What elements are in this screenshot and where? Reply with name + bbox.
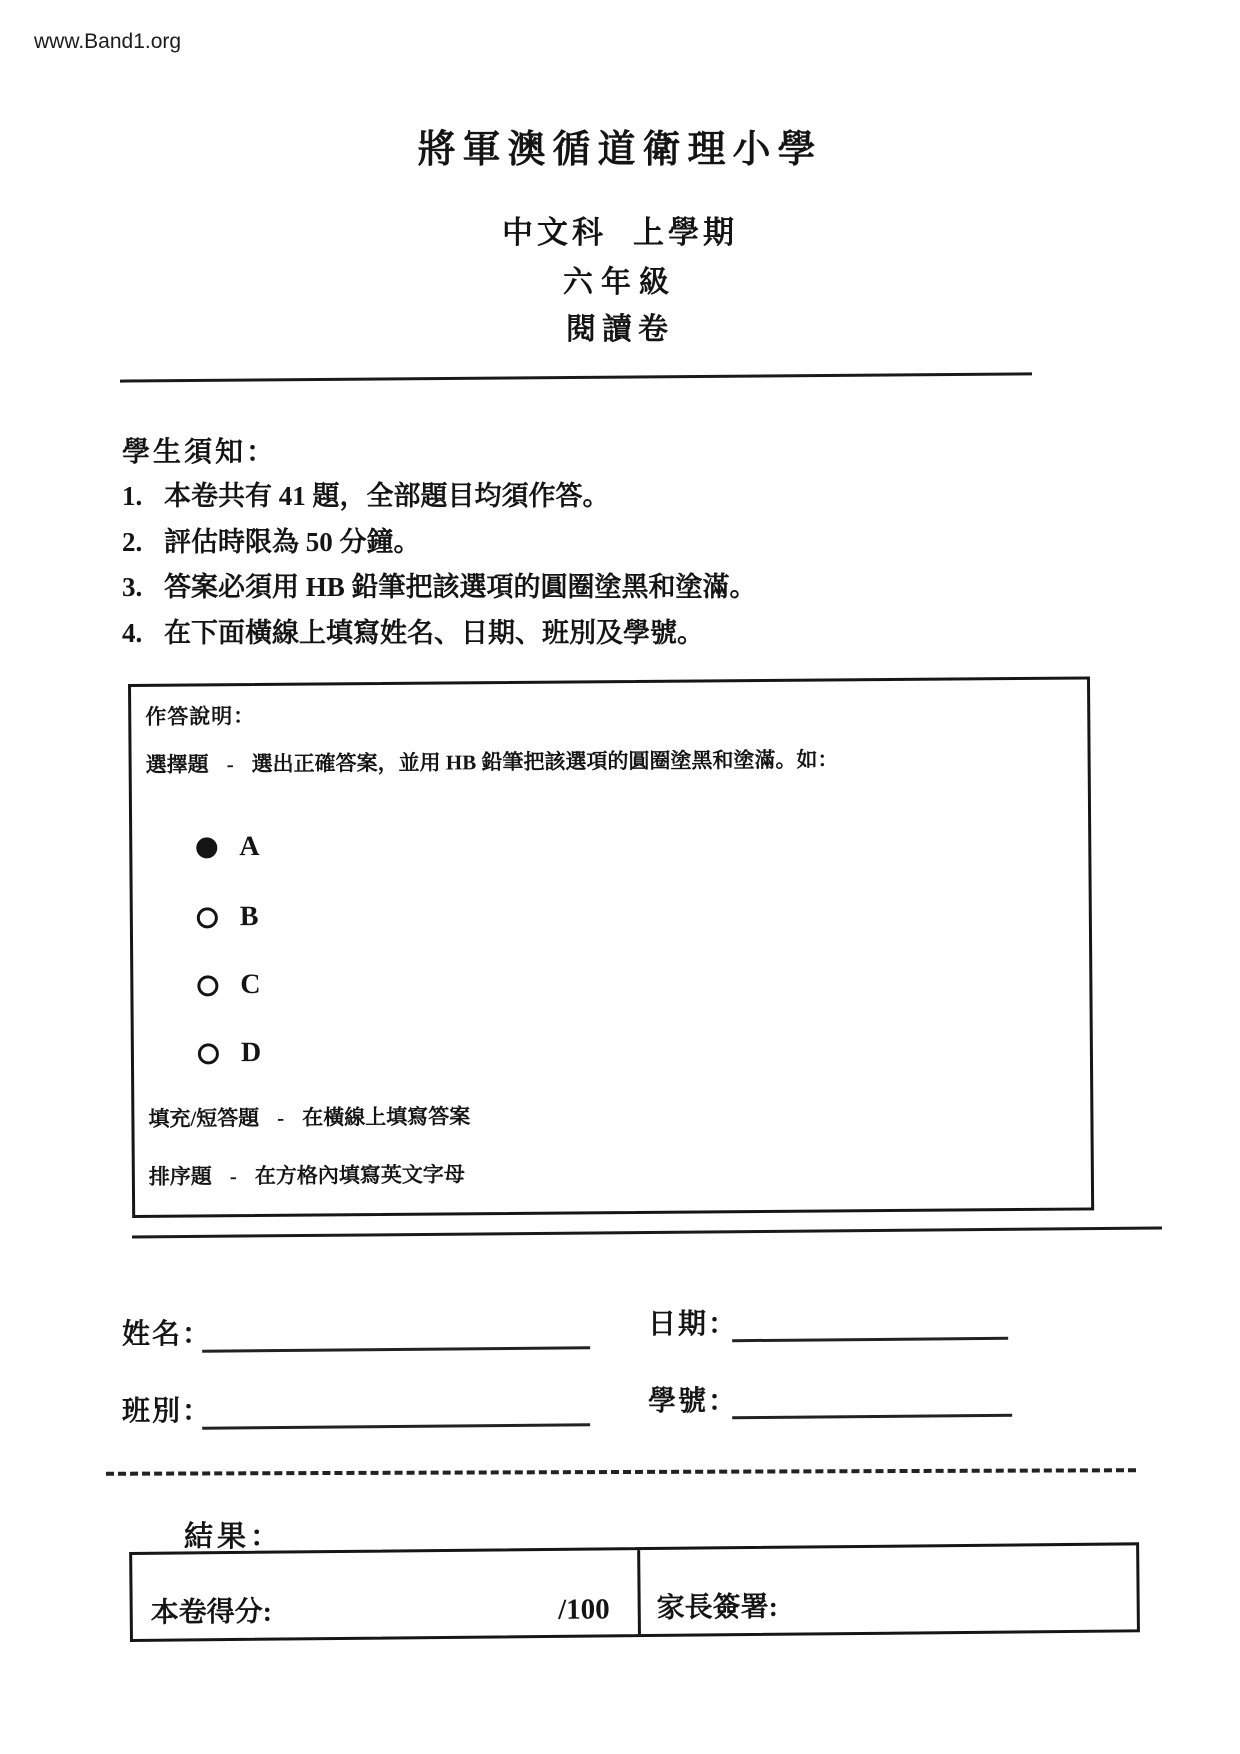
rule-description: 在橫線上填寫答案 bbox=[302, 1104, 471, 1130]
rule-dash: - bbox=[226, 752, 234, 777]
note-text: 本卷共有 41 題，全部題目均須作答。 bbox=[164, 481, 610, 511]
note-text: 答案必須用 HB 鉛筆把該選項的圓圈塗黑和塗滿。 bbox=[164, 572, 757, 602]
example-option-c bbox=[197, 970, 260, 1000]
student-number-blank-line bbox=[732, 1376, 1012, 1419]
answer-instructions-heading: 作答說明： bbox=[145, 704, 256, 729]
option-letter: D bbox=[240, 1036, 262, 1069]
term-name: 上學期 bbox=[633, 215, 738, 250]
student-note-item-4 bbox=[122, 611, 704, 650]
paper-title: 閱讀卷 bbox=[566, 313, 674, 346]
score-denominator: /100 bbox=[557, 1593, 610, 1626]
class-blank-line bbox=[202, 1385, 590, 1429]
rule-description: 選出正確答案，並用 HB 鉛筆把該選項的圓圈塗黑和塗滿。如： bbox=[251, 747, 839, 777]
option-letter: C bbox=[240, 968, 261, 1001]
student-note-item-1 bbox=[122, 474, 610, 513]
score-cell bbox=[132, 1550, 641, 1639]
note-text: 在下面橫線上填寫姓名、日期、班別及學號。 bbox=[164, 618, 704, 648]
example-option-a bbox=[196, 832, 259, 862]
note-number: 1. bbox=[122, 481, 143, 511]
school-name: 將軍澳循道衛理小學 bbox=[417, 129, 823, 171]
example-option-b bbox=[197, 902, 259, 932]
date-label: 日期： bbox=[648, 1309, 739, 1340]
empty-bubble-icon bbox=[197, 975, 218, 996]
student-number-label: 學號： bbox=[648, 1386, 739, 1417]
score-label: 本卷得分: bbox=[150, 1596, 273, 1629]
class-label: 班別： bbox=[122, 1396, 213, 1427]
note-text: 評估時限為 50 分鐘。 bbox=[164, 527, 421, 557]
parent-signature-label: 家長簽署: bbox=[656, 1591, 779, 1624]
ordering-rule bbox=[149, 1158, 465, 1190]
option-letter: A bbox=[239, 830, 260, 863]
header-divider-line bbox=[120, 372, 1032, 382]
dashed-separator-line bbox=[106, 1468, 1136, 1476]
rule-description: 在方格內填寫英文字母 bbox=[254, 1162, 465, 1189]
option-letter: B bbox=[239, 900, 259, 933]
note-number: 2. bbox=[122, 527, 143, 557]
name-blank-line bbox=[202, 1308, 590, 1352]
result-table bbox=[129, 1542, 1140, 1642]
subject-name: 中文科 bbox=[502, 215, 607, 250]
name-label: 姓名： bbox=[122, 1319, 213, 1350]
example-option-d bbox=[198, 1038, 261, 1068]
box-bottom-line bbox=[132, 1227, 1162, 1239]
date-blank-line bbox=[732, 1299, 1008, 1342]
grade-level: 六年級 bbox=[563, 266, 677, 299]
student-note-item-3 bbox=[122, 565, 757, 604]
multiple-choice-rule bbox=[146, 743, 839, 778]
rule-dash: - bbox=[229, 1164, 237, 1189]
note-number: 4. bbox=[122, 618, 143, 648]
answer-instructions-box bbox=[128, 676, 1094, 1218]
student-note-item-2 bbox=[122, 520, 421, 559]
result-heading: 結果： bbox=[184, 1521, 284, 1553]
fill-in-rule bbox=[148, 1100, 470, 1133]
empty-bubble-icon bbox=[198, 1043, 219, 1064]
note-number: 3. bbox=[122, 572, 143, 602]
empty-bubble-icon bbox=[197, 907, 218, 928]
rule-label: 填充/短答題 bbox=[148, 1105, 260, 1131]
signature-cell bbox=[640, 1545, 1137, 1634]
rule-label: 選擇題 bbox=[145, 752, 209, 777]
watermark-url: www.Band1.org bbox=[34, 30, 182, 53]
student-notes-heading: 學生須知： bbox=[122, 437, 278, 468]
subject-term-line bbox=[0, 207, 1240, 252]
filled-bubble-icon bbox=[196, 837, 217, 858]
rule-dash: - bbox=[277, 1105, 285, 1130]
rule-label: 排序題 bbox=[148, 1164, 212, 1189]
